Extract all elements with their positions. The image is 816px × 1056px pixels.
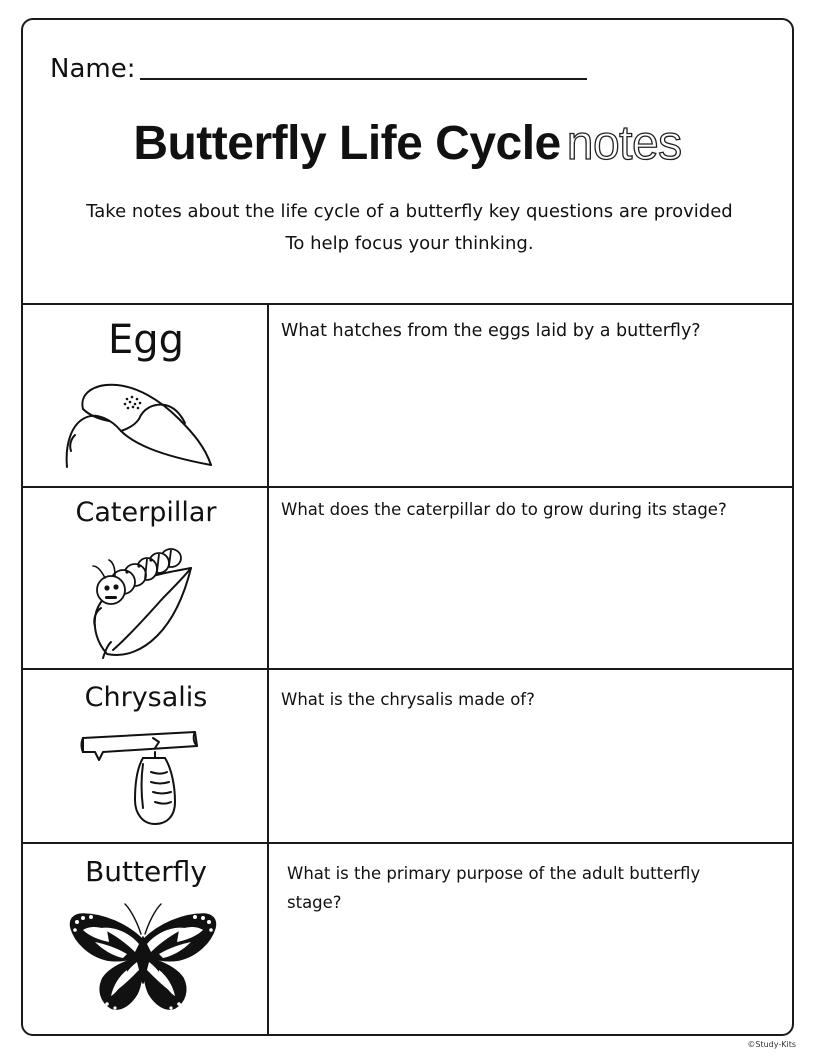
stage-cell-butterfly — [23, 844, 269, 1036]
instructions — [23, 196, 794, 260]
worksheet-header — [23, 20, 792, 304]
instructions-line-1: Take notes about the life cycle of a butterfly key questions are provided — [86, 201, 733, 222]
stage-cell-caterpillar — [23, 488, 269, 668]
chrysalis-on-branch-icon — [79, 728, 199, 828]
caterpillar-on-leaf-icon — [87, 546, 199, 662]
stage-row-caterpillar — [23, 486, 792, 668]
question-caterpillar: What does the caterpillar do to grow during its stage? — [281, 500, 727, 519]
title-main: Butterfly Life Cycle — [133, 117, 561, 170]
butterfly-icon — [67, 900, 219, 1020]
stage-name-egg: Egg — [107, 317, 185, 363]
instructions-line-2: To help focus your thinking. — [285, 233, 534, 254]
stage-cell-egg — [23, 305, 269, 486]
question-egg: What hatches from the eggs laid by a butterfly? — [281, 321, 701, 341]
name-field[interactable] — [140, 78, 587, 80]
stage-name-chrysalis: Chrysalis — [84, 682, 208, 713]
question-chrysalis: What is the chrysalis made of? — [281, 690, 535, 709]
title-accent: notes — [566, 117, 682, 170]
stage-name-butterfly: Butterfly — [85, 855, 207, 888]
question-butterfly-line-1: What is the primary purpose of the adult butterfly — [287, 864, 701, 883]
stage-row-egg — [23, 303, 792, 486]
leaf-with-eggs-icon — [61, 379, 217, 469]
name-label: Name: — [50, 54, 136, 84]
stage-cell-chrysalis — [23, 670, 269, 842]
copyright: ©Study-Kits — [747, 1040, 796, 1049]
page-title — [23, 116, 792, 171]
stage-name-caterpillar: Caterpillar — [75, 497, 217, 528]
question-butterfly-line-2: stage? — [287, 893, 342, 912]
stage-row-chrysalis — [23, 668, 792, 842]
stage-row-butterfly — [23, 842, 792, 1036]
worksheet — [21, 18, 794, 1036]
question-butterfly — [287, 859, 700, 917]
